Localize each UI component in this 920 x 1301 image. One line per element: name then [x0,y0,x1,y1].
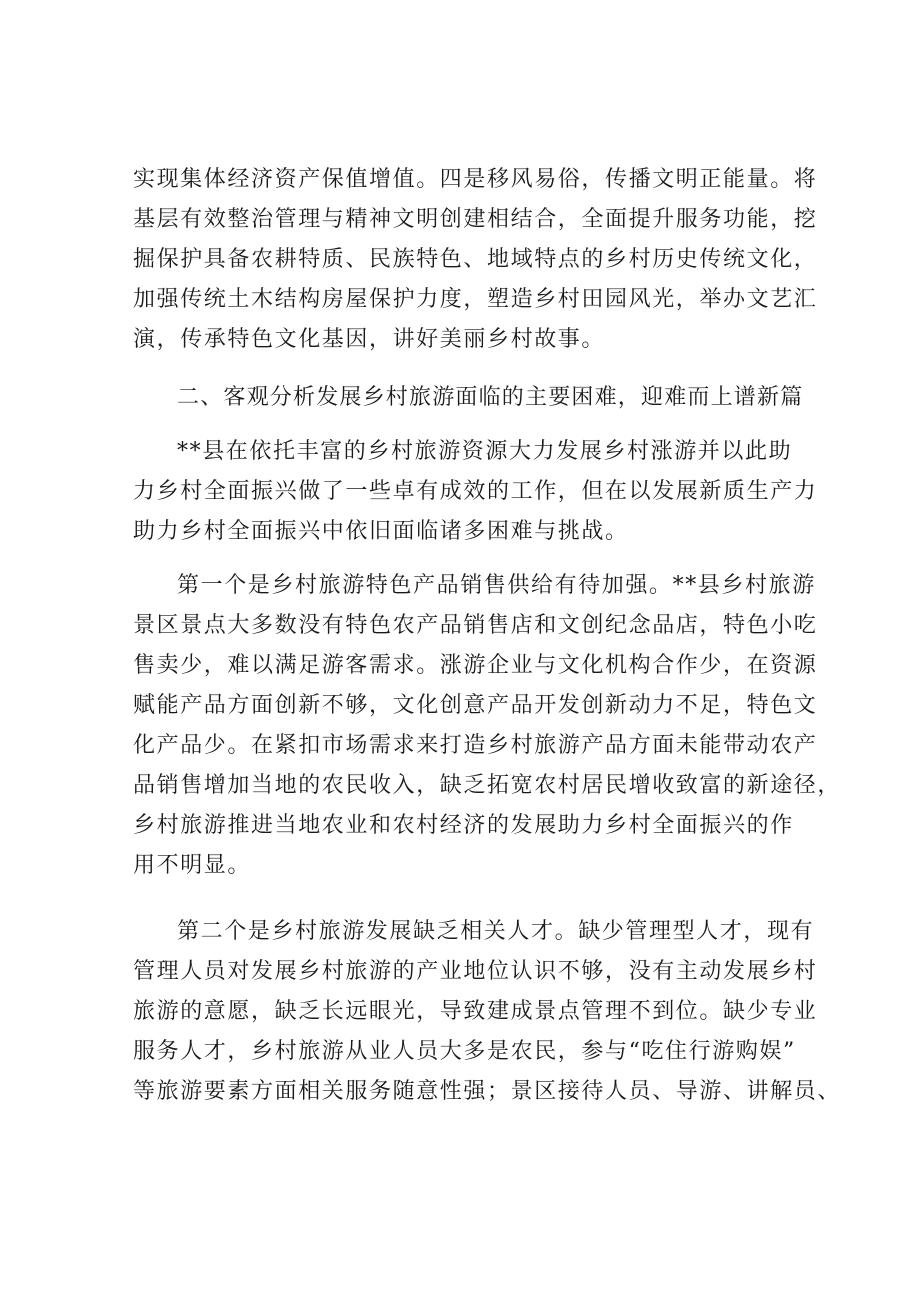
paragraph-continued [133,160,818,360]
text-line: 赋能产品方面创新不够，文化创意产品开发创新动力不足，特色文 [133,693,818,718]
text-line: 第一个是乡村旅游特色产品销售供给有待加强。**县乡村旅游 [177,573,816,598]
text-line: 实现集体经济资产保值增值。四是移风易俗，传播文明正能量。将 [133,167,818,192]
section-heading-text: 二、客观分析发展乡村旅游面临的主要困难，迎难而上谱新篇 [177,385,804,410]
text-line: 景区景点大多数没有特色农产品销售店和文创纪念品店，特色小吃 [133,613,818,638]
text-line: 化产品少。在紧扣市场需求来打造乡村旅游产品方面未能带动农产 [133,733,818,758]
text-line: 管理人员对发展乡村旅游的产业地位认识不够，没有主动发展乡村 [133,959,818,984]
paragraph-second-difficulty [133,912,842,1112]
text-line: 等旅游要素方面相关服务随意性强；景区接待人员、导游、讲解员、 [133,1079,842,1104]
text-line: 掘保护具备农耕特质、民族特色、地域特点的乡村历史传统文化， [133,247,818,272]
text-line: 演，传承特色文化基因，讲好美丽乡村故事。 [133,327,606,352]
text-line: 第二个是乡村旅游发展缺乏相关人才。缺少管理型人才，现有 [177,919,815,944]
section-heading [133,378,805,418]
paragraph-intro [133,432,818,552]
text-line: 旅游的意愿，缺乏长远眼光，导致建成景点管理不到位。缺少专业 [133,999,818,1024]
text-line: 基层有效整治管理与精神文明创建相结合，全面提升服务功能，挖 [133,207,818,232]
text-line: 售卖少，难以满足游客需求。涨游企业与文化机构合作少，在资源 [133,653,818,678]
text-line: 用不明显。 [133,853,252,878]
text-line: 加强传统土木结构房屋保护力度，塑造乡村田园风光，举办文艺汇 [133,287,818,312]
text-line: 品销售增加当地的农民收入，缺乏拓宽农村居民增收致富的新途径， [133,773,842,798]
text-line: **县在依托丰富的乡村旅游资源大力发展乡村涨游并以此助 [177,439,793,464]
text-line: 乡村旅游推进当地农业和农村经济的发展助力乡村全面振兴的作 [133,813,794,838]
text-line: 力乡村全面振兴做了一些卓有成效的工作，但在以发展新质生产力 [133,479,818,504]
text-line: 服务人才，乡村旅游从业人员大多是农民，参与“吃住行游购娱” [133,1039,796,1064]
paragraph-first-difficulty [133,566,842,886]
text-line: 助力乡村全面振兴中依旧面临诸多困难与挑战。 [133,519,629,544]
